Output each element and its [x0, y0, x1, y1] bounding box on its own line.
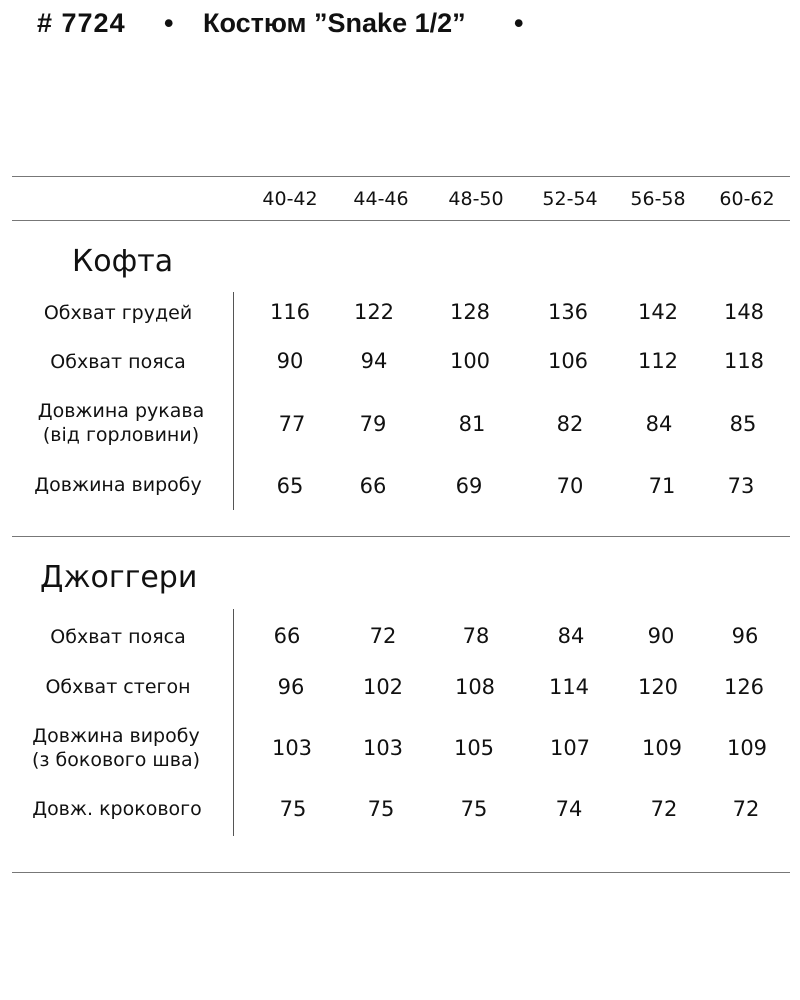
size-header-cell: 60-62 — [719, 188, 775, 210]
table-cell: 108 — [454, 675, 496, 699]
table-cell: 100 — [449, 349, 491, 373]
section-title-bottom: Джоггери — [40, 560, 198, 595]
row-label: Довжина рукава (від горловини) — [37, 400, 205, 446]
table-cell: 69 — [455, 474, 483, 498]
table-cell: 90 — [276, 349, 304, 373]
row-label: Довжина виробу — [34, 474, 202, 496]
table-cell: 84 — [557, 624, 585, 648]
table-cell: 75 — [460, 797, 488, 821]
table-cell: 114 — [548, 675, 590, 699]
table-cell: 72 — [650, 797, 678, 821]
table-cell: 109 — [726, 736, 768, 760]
table-cell: 79 — [359, 412, 387, 436]
product-title: Костюм ”Snake 1/2” — [203, 8, 466, 38]
table-cell: 102 — [362, 675, 404, 699]
table-cell: 96 — [731, 624, 759, 648]
table-cell: 78 — [462, 624, 490, 648]
table-cell: 106 — [547, 349, 589, 373]
table-cell: 103 — [271, 736, 313, 760]
section-title-top: Кофта — [72, 244, 174, 279]
table-cell: 81 — [458, 412, 486, 436]
table-cell: 103 — [362, 736, 404, 760]
size-header-cell: 56-58 — [630, 188, 686, 210]
table-cell: 72 — [732, 797, 760, 821]
size-header-cell: 44-46 — [353, 188, 409, 210]
row-label: Обхват пояса — [50, 351, 186, 373]
table-top-rule — [12, 176, 790, 177]
table-cell: 73 — [727, 474, 755, 498]
table-cell: 96 — [277, 675, 305, 699]
header-bullet: • — [164, 8, 174, 38]
row-label: Обхват пояса — [50, 626, 186, 648]
product-code: # 7724 — [37, 8, 126, 38]
header-bullet: • — [514, 8, 524, 38]
size-header-cell: 52-54 — [542, 188, 598, 210]
table-cell: 82 — [556, 412, 584, 436]
section-divider-rule — [12, 536, 790, 537]
table-cell: 107 — [549, 736, 591, 760]
table-cell: 148 — [723, 300, 765, 324]
table-cell: 90 — [647, 624, 675, 648]
row-label: Довжина виробу (з бокового шва) — [31, 725, 201, 771]
table-cell: 66 — [359, 474, 387, 498]
table-bottom-rule — [12, 872, 790, 873]
table-cell: 77 — [278, 412, 306, 436]
table-cell: 66 — [273, 624, 301, 648]
section-2-label-divider — [233, 609, 234, 836]
size-header-rule — [12, 220, 790, 221]
table-cell: 94 — [360, 349, 388, 373]
table-cell: 136 — [547, 300, 589, 324]
table-cell: 71 — [648, 474, 676, 498]
table-cell: 109 — [641, 736, 683, 760]
table-cell: 75 — [279, 797, 307, 821]
row-label: Обхват грудей — [43, 302, 193, 324]
size-header-cell: 48-50 — [448, 188, 504, 210]
table-cell: 142 — [637, 300, 679, 324]
table-cell: 128 — [449, 300, 491, 324]
size-header-cell: 40-42 — [262, 188, 318, 210]
row-label: Довж. крокового — [32, 798, 202, 820]
table-cell: 116 — [269, 300, 311, 324]
row-label: Обхват стегон — [45, 676, 191, 698]
table-cell: 85 — [729, 412, 757, 436]
table-cell: 112 — [637, 349, 679, 373]
table-cell: 118 — [723, 349, 765, 373]
section-1-label-divider — [233, 292, 234, 510]
table-cell: 120 — [637, 675, 679, 699]
table-cell: 105 — [453, 736, 495, 760]
table-cell: 65 — [276, 474, 304, 498]
table-cell: 72 — [369, 624, 397, 648]
table-cell: 75 — [367, 797, 395, 821]
table-cell: 74 — [555, 797, 583, 821]
table-cell: 126 — [723, 675, 765, 699]
table-cell: 84 — [645, 412, 673, 436]
table-cell: 122 — [353, 300, 395, 324]
table-cell: 70 — [556, 474, 584, 498]
